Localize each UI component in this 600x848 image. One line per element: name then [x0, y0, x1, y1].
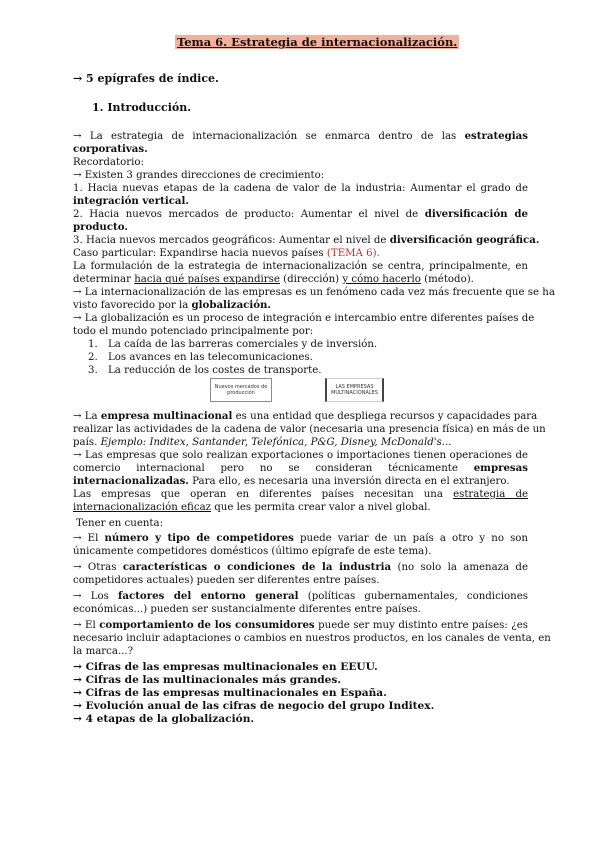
consideration-2-end: competidores actuales) pueden ser diferentes entre países. — [73, 575, 380, 586]
multinational-line-1: → La empresa multinacional es una entidad que despliega recursos y capacidades para — [73, 410, 538, 422]
figure-reference: → 4 etapas de la globalización. — [73, 713, 255, 725]
globalization-line-2: todo el mundo potenciado principalmente por: — [73, 326, 314, 337]
list-item: 1. La caída de las barreras comerciales y de inversión. — [88, 339, 378, 350]
direction-1: 1. Hacia nuevas etapas de la cadena de valor de la industria: Aumentar el grado de — [73, 183, 528, 194]
export-line-1: → Las empresas que solo realizan exportaciones o importaciones tienen operaciones de — [73, 450, 528, 461]
index-note: → 5 epígrafes de índice. — [73, 72, 219, 85]
special-case: Caso particular: Expandirse hacia nuevos países (TEMA 6). — [73, 248, 380, 259]
direction-1-end: integración vertical. — [73, 195, 189, 207]
list-item: 3. La reducción de los costes de transporte. — [88, 365, 322, 376]
section-heading: 1. Introducción. — [92, 101, 192, 114]
recordatorio: Recordatorio: — [73, 157, 144, 168]
directions-intro: → Existen 3 grandes direcciones de crecimiento: — [73, 170, 325, 181]
consideration-4-end: la marca...? — [73, 646, 134, 657]
consideration-3-end: económicas...) pueden ser sustancialmente diferentes entre países. — [73, 604, 421, 615]
multinational-line-3: país. Ejemplo: Inditex, Santander, Telefónica, P&G, Disney, McDonald's... — [73, 437, 452, 448]
formulation-line-2: determinar hacia qué países expandirse (dirección) y cómo hacerlo (método). — [73, 274, 474, 285]
consideration-4: → El comportamiento de los consumidores puede ser muy distinto entre países: ¿es — [73, 619, 528, 631]
consideration-1-end: únicamente competidores domésticos (último epígrafe de este tema). — [73, 546, 432, 557]
figure-reference: → Cifras de las multinacionales más grandes. — [73, 674, 342, 686]
consideration-1: → El número y tipo de competidores puede variar de un país a otro y no son — [73, 532, 528, 544]
intro-line-1: → La estrategia de internacionalización se enmarca dentro de las estrategias — [73, 130, 528, 142]
figure-thumbnail-1: Nuevos mercados de producción — [210, 378, 272, 402]
export-line-2: comercio internacional pero no se consideran técnicamente empresas — [73, 462, 528, 474]
direction-2: 2. Hacia nuevos mercados de producto: Aumentar el nivel de diversificación de — [73, 208, 528, 220]
internationalization-line-1: → La internacionalización de las empresas es un fenómeno cada vez más frecuente que se ha — [73, 287, 555, 298]
export-line-3: internacionalizadas. Para ello, es necesaria una inversión directa en el extranjero. — [73, 475, 510, 487]
figure-reference: → Evolución anual de las cifras de negocio del grupo Inditex. — [73, 700, 435, 712]
figure-reference: → Cifras de las empresas multinacionales en EEUU. — [73, 661, 378, 673]
intro-line-2: corporativas. — [73, 143, 148, 155]
formulation-line-1: La formulación de la estrategia de internacionalización se centra, principalmente, en — [73, 261, 528, 272]
tener-en-cuenta: Tener en cuenta: — [76, 518, 164, 529]
document-title: Tema 6. Estrategia de internacionalización. — [177, 35, 458, 49]
list-item: 2. Los avances en las telecomunicaciones. — [88, 352, 313, 363]
operate-line-2: internacionalización eficaz que les permita crear valor a nivel global. — [73, 502, 431, 513]
direction-2-end: producto. — [73, 221, 128, 233]
globalization-line-1: → La globalización es un proceso de integración e intercambio entre diferentes países de — [73, 313, 535, 324]
direction-3: 3. Hacia nuevos mercados geográficos: Aumentar el nivel de diversificación geográfica. — [73, 234, 540, 246]
figure-thumbnail-2: LAS EMPRESAS MULTINACIONALES — [325, 378, 384, 402]
internationalization-line-2: visto favorecido por la globalización. — [73, 299, 272, 311]
consideration-2: → Otras características o condiciones de la industria (no solo la amenaza de — [73, 561, 528, 573]
consideration-4-line-2: necesario incluir adaptaciones o cambios en nuestros productos, en los canales de venta, en — [73, 633, 551, 644]
consideration-3: → Los factores del entorno general (políticas gubernamentales, condiciones — [73, 590, 528, 602]
figure-reference: → Cifras de las empresas multinacionales en España. — [73, 687, 387, 699]
multinational-line-2: realizar las actividades de la cadena de valor (necesaria una presencia física) en más de un — [73, 424, 546, 435]
operate-line-1: Las empresas que operan en diferentes países necesitan una estrategia de — [73, 489, 529, 500]
